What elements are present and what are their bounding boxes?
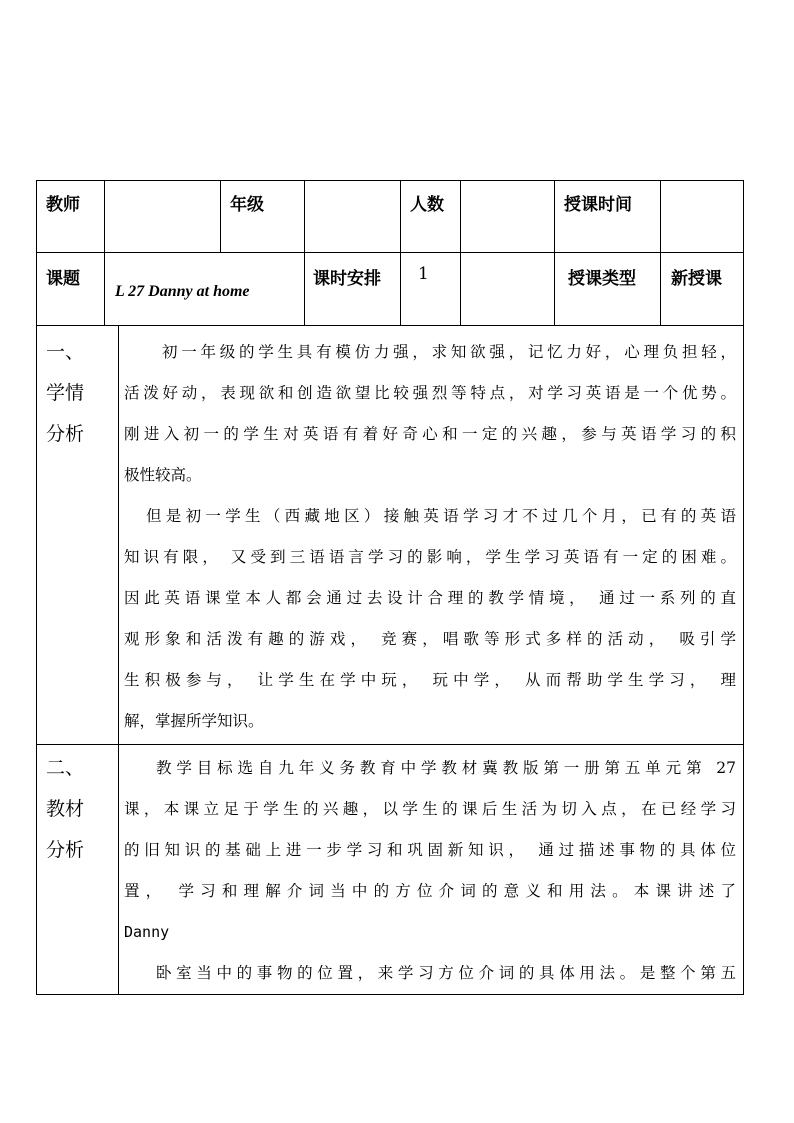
text-line: 极性较高。 bbox=[124, 466, 202, 484]
col-divider bbox=[460, 252, 461, 326]
count-label: 人数 bbox=[410, 195, 444, 215]
period-value: 1 bbox=[418, 264, 429, 284]
col-divider bbox=[118, 325, 119, 995]
text-line: 刚进入初一的学生对英语有着好奇心和一定的兴趣，参与英语学习的积 bbox=[124, 425, 736, 443]
text-line: 的旧知识的基础上进一步学习和巩固新知识， 通过描述事物的具体位 bbox=[124, 841, 736, 859]
row-divider bbox=[36, 252, 744, 253]
text-line: 观形象和活泼有趣的游戏， 竞赛，唱歌等形式多样的活动， 吸引学 bbox=[124, 630, 736, 648]
section2-label-line: 二、 bbox=[46, 757, 85, 779]
col-divider bbox=[400, 180, 401, 253]
row-divider bbox=[36, 325, 744, 326]
text-line: 卧室当中的事物的位置，来学习方位介词的具体用法。是整个第五 bbox=[156, 964, 736, 982]
section1-label-line: 一、 bbox=[46, 341, 85, 363]
time-label: 授课时间 bbox=[564, 195, 632, 215]
col-divider bbox=[554, 252, 555, 326]
topic-value: L 27 Danny at home bbox=[115, 283, 250, 300]
col-divider bbox=[554, 180, 555, 253]
text-line: 解，掌握所学知识。 bbox=[124, 712, 264, 730]
text-line: 活泼好动，表现欲和创造欲望比较强烈等特点，对学习英语是一个优势。 bbox=[124, 384, 736, 402]
section1-label-line: 学情 bbox=[46, 382, 85, 404]
col-divider bbox=[304, 252, 305, 326]
text-line: Danny bbox=[124, 923, 170, 941]
teacher-label: 教师 bbox=[46, 195, 80, 215]
col-divider bbox=[400, 252, 401, 326]
col-divider bbox=[304, 180, 305, 253]
period-label: 课时安排 bbox=[313, 269, 381, 289]
col-divider bbox=[104, 180, 105, 253]
type-label: 授课类型 bbox=[568, 269, 636, 289]
row-divider bbox=[36, 744, 744, 745]
text-line: 置， 学习和理解介词当中的方位介词的意义和用法。本课讲述了 bbox=[124, 882, 736, 900]
text-line: 生积极参与， 让学生在学中玩， 玩中学， 从而帮助学生学习， 理 bbox=[124, 671, 736, 689]
text-line: 因此英语课堂本人都会通过去设计合理的教学情境， 通过一系列的直 bbox=[124, 589, 736, 607]
section1-label-line: 分析 bbox=[46, 423, 85, 445]
col-divider bbox=[660, 180, 661, 253]
grade-label: 年级 bbox=[230, 195, 264, 215]
topic-label: 课题 bbox=[46, 269, 80, 289]
col-divider bbox=[220, 180, 221, 253]
type-value: 新授课 bbox=[671, 269, 722, 289]
col-divider bbox=[660, 252, 661, 326]
section2-label bbox=[46, 748, 84, 871]
text-line: 课，本课立足于学生的兴趣，以学生的课后生活为切入点，在已经学习 bbox=[124, 800, 736, 818]
col-divider bbox=[460, 180, 461, 253]
section2-label-line: 分析 bbox=[46, 839, 85, 861]
text-line: 知识有限， 又受到三语语言学习的影响，学生学习英语有一定的困难。 bbox=[124, 548, 736, 566]
section2-text bbox=[124, 748, 736, 994]
section1-text bbox=[124, 332, 736, 742]
section2-label-line: 教材 bbox=[46, 798, 85, 820]
col-divider bbox=[104, 252, 105, 326]
section1-label bbox=[46, 332, 84, 455]
text-line: 教学目标选自九年义务教育中学教材冀教版第一册第五单元第 27 bbox=[156, 759, 736, 777]
text-line: 初一年级的学生具有模仿力强，求知欲强，记忆力好，心理负担轻， bbox=[162, 343, 736, 361]
text-line: 但是初一学生（西藏地区）接触英语学习才不过几个月，已有的英语 bbox=[146, 507, 736, 525]
